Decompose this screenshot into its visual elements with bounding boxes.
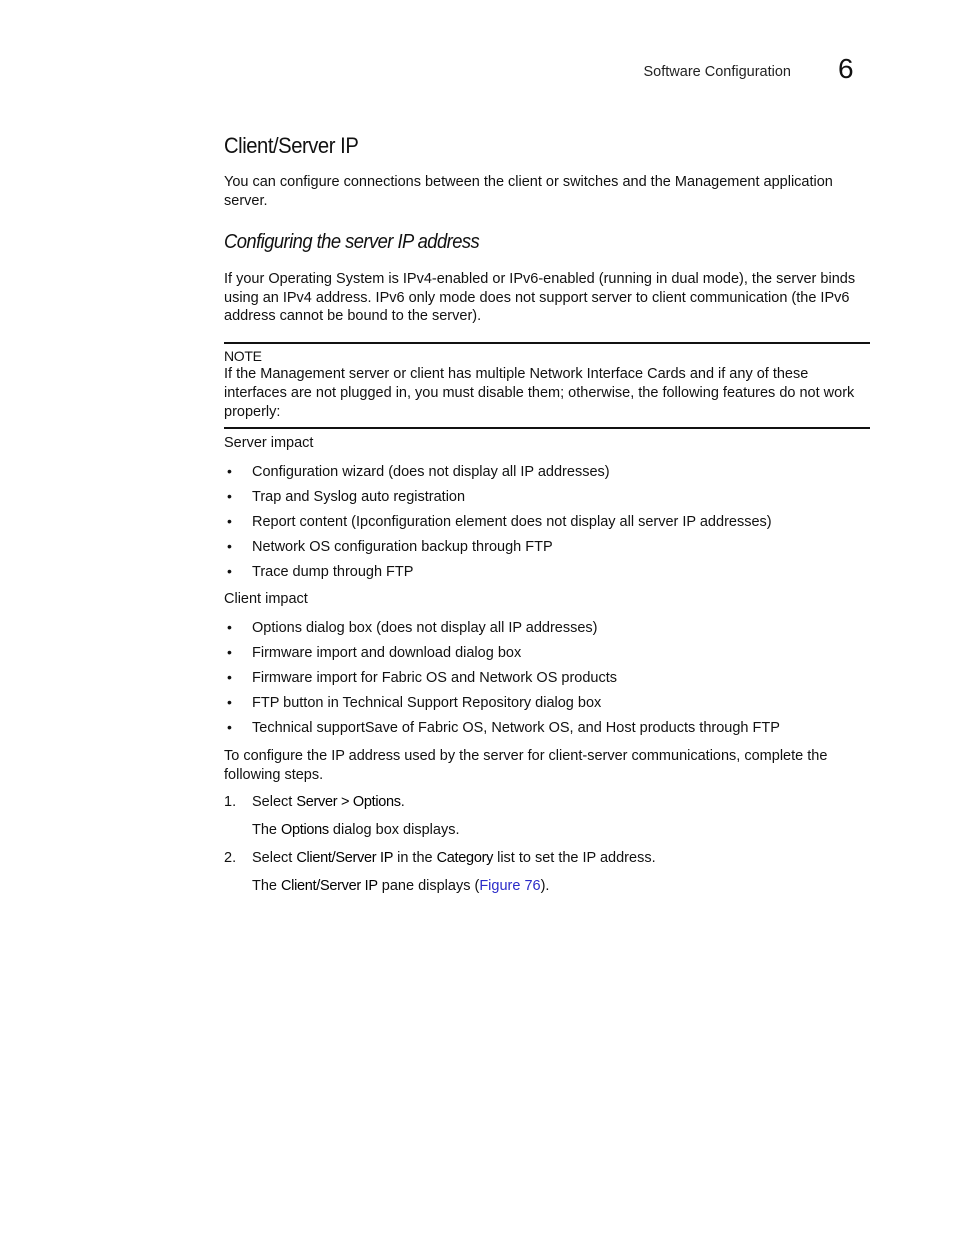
bullet-icon: • <box>227 488 232 504</box>
step-number: 1. <box>224 794 237 810</box>
menu-path: Server > Options <box>296 794 401 810</box>
list-item <box>224 463 870 488</box>
client-impact-list <box>224 619 870 744</box>
list-item-text: Trace dump through FTP <box>252 564 414 580</box>
server-impact-label: Server impact <box>224 435 314 451</box>
procedure-steps <box>224 793 870 895</box>
running-header-title: Software Configuration <box>643 64 791 80</box>
step-1-result <box>224 821 870 839</box>
section-intro: You can configure connections between the client or switches and the Management application server. <box>224 174 833 209</box>
server-impact-list <box>224 463 870 588</box>
bullet-icon: • <box>227 463 232 479</box>
bullet-icon: • <box>227 513 232 529</box>
list-item-text: Options dialog box (does not display all IP addresses) <box>252 620 598 636</box>
result-text: The <box>252 822 282 838</box>
step-text: . <box>400 794 405 810</box>
step-2-result <box>224 877 870 895</box>
result-text: ). <box>540 878 550 894</box>
list-item-text: Configuration wizard (does not display all IP addresses) <box>252 464 610 480</box>
bullet-icon: • <box>227 563 232 579</box>
bullet-icon: • <box>227 669 232 685</box>
step-text: Select <box>252 794 297 810</box>
ui-term: Client/Server IP <box>281 878 378 894</box>
procedure-intro: To configure the IP address used by the server for client-server communications, complete the following steps. <box>224 748 828 783</box>
list-item <box>224 669 870 694</box>
list-item-text: Network OS configuration backup through FTP <box>252 539 553 555</box>
list-item-text: Report content (Ipconfiguration element does not display all server IP addresses) <box>252 514 772 530</box>
step-2 <box>224 849 870 867</box>
section-title: Client/Server IP <box>224 133 359 158</box>
result-text: dialog box displays. <box>328 822 460 838</box>
list-item <box>224 538 870 563</box>
note-box <box>224 342 870 429</box>
list-item <box>224 619 870 644</box>
ui-term: Category <box>436 850 494 866</box>
bullet-icon: • <box>227 538 232 554</box>
bullet-icon: • <box>227 694 232 710</box>
step-1 <box>224 793 870 811</box>
step-text: in the <box>393 850 437 866</box>
note-text: If the Management server or client has multiple Network Interface Cards and if any of these interfaces are not plugged in, you must disable them; otherwise, the following features do not work properly: <box>224 366 855 420</box>
list-item-text: Firmware import and download dialog box <box>252 645 522 661</box>
bullet-icon: • <box>227 619 232 635</box>
step-text: list to set the IP address. <box>493 850 656 866</box>
list-item-text: Technical supportSave of Fabric OS, Network OS, and Host products through FTP <box>252 720 780 736</box>
list-item-text: Firmware import for Fabric OS and Network OS products <box>252 670 618 686</box>
list-item-text: Trap and Syslog auto registration <box>252 489 466 505</box>
result-text: The <box>252 878 282 894</box>
figure-76-link[interactable]: Figure 76 <box>479 878 541 894</box>
list-item <box>224 694 870 719</box>
list-item <box>224 644 870 669</box>
step-number: 2. <box>224 850 237 866</box>
ui-term: Client/Server IP <box>296 850 394 866</box>
ui-term: Options <box>281 822 329 838</box>
result-text: pane displays ( <box>377 878 480 894</box>
note-label: NOTE <box>224 348 262 364</box>
client-impact-label: Client impact <box>224 591 308 607</box>
list-item <box>224 488 870 513</box>
bullet-icon: • <box>227 644 232 660</box>
subsection-title: Configuring the server IP address <box>224 231 480 253</box>
subsection-paragraph: If your Operating System is IPv4-enabled or IPv6-enabled (running in dual mode), the server binds using an IPv4 address. IPv6 only mode does not support server to client communication (the IPv6 address cannot be bound to the server). <box>224 271 856 324</box>
list-item <box>224 719 870 744</box>
bullet-icon: • <box>227 719 232 735</box>
list-item <box>224 563 870 588</box>
list-item <box>224 513 870 538</box>
chapter-number: 6 <box>838 53 854 84</box>
step-text: Select <box>252 850 297 866</box>
list-item-text: FTP button in Technical Support Repository dialog box <box>252 695 602 711</box>
